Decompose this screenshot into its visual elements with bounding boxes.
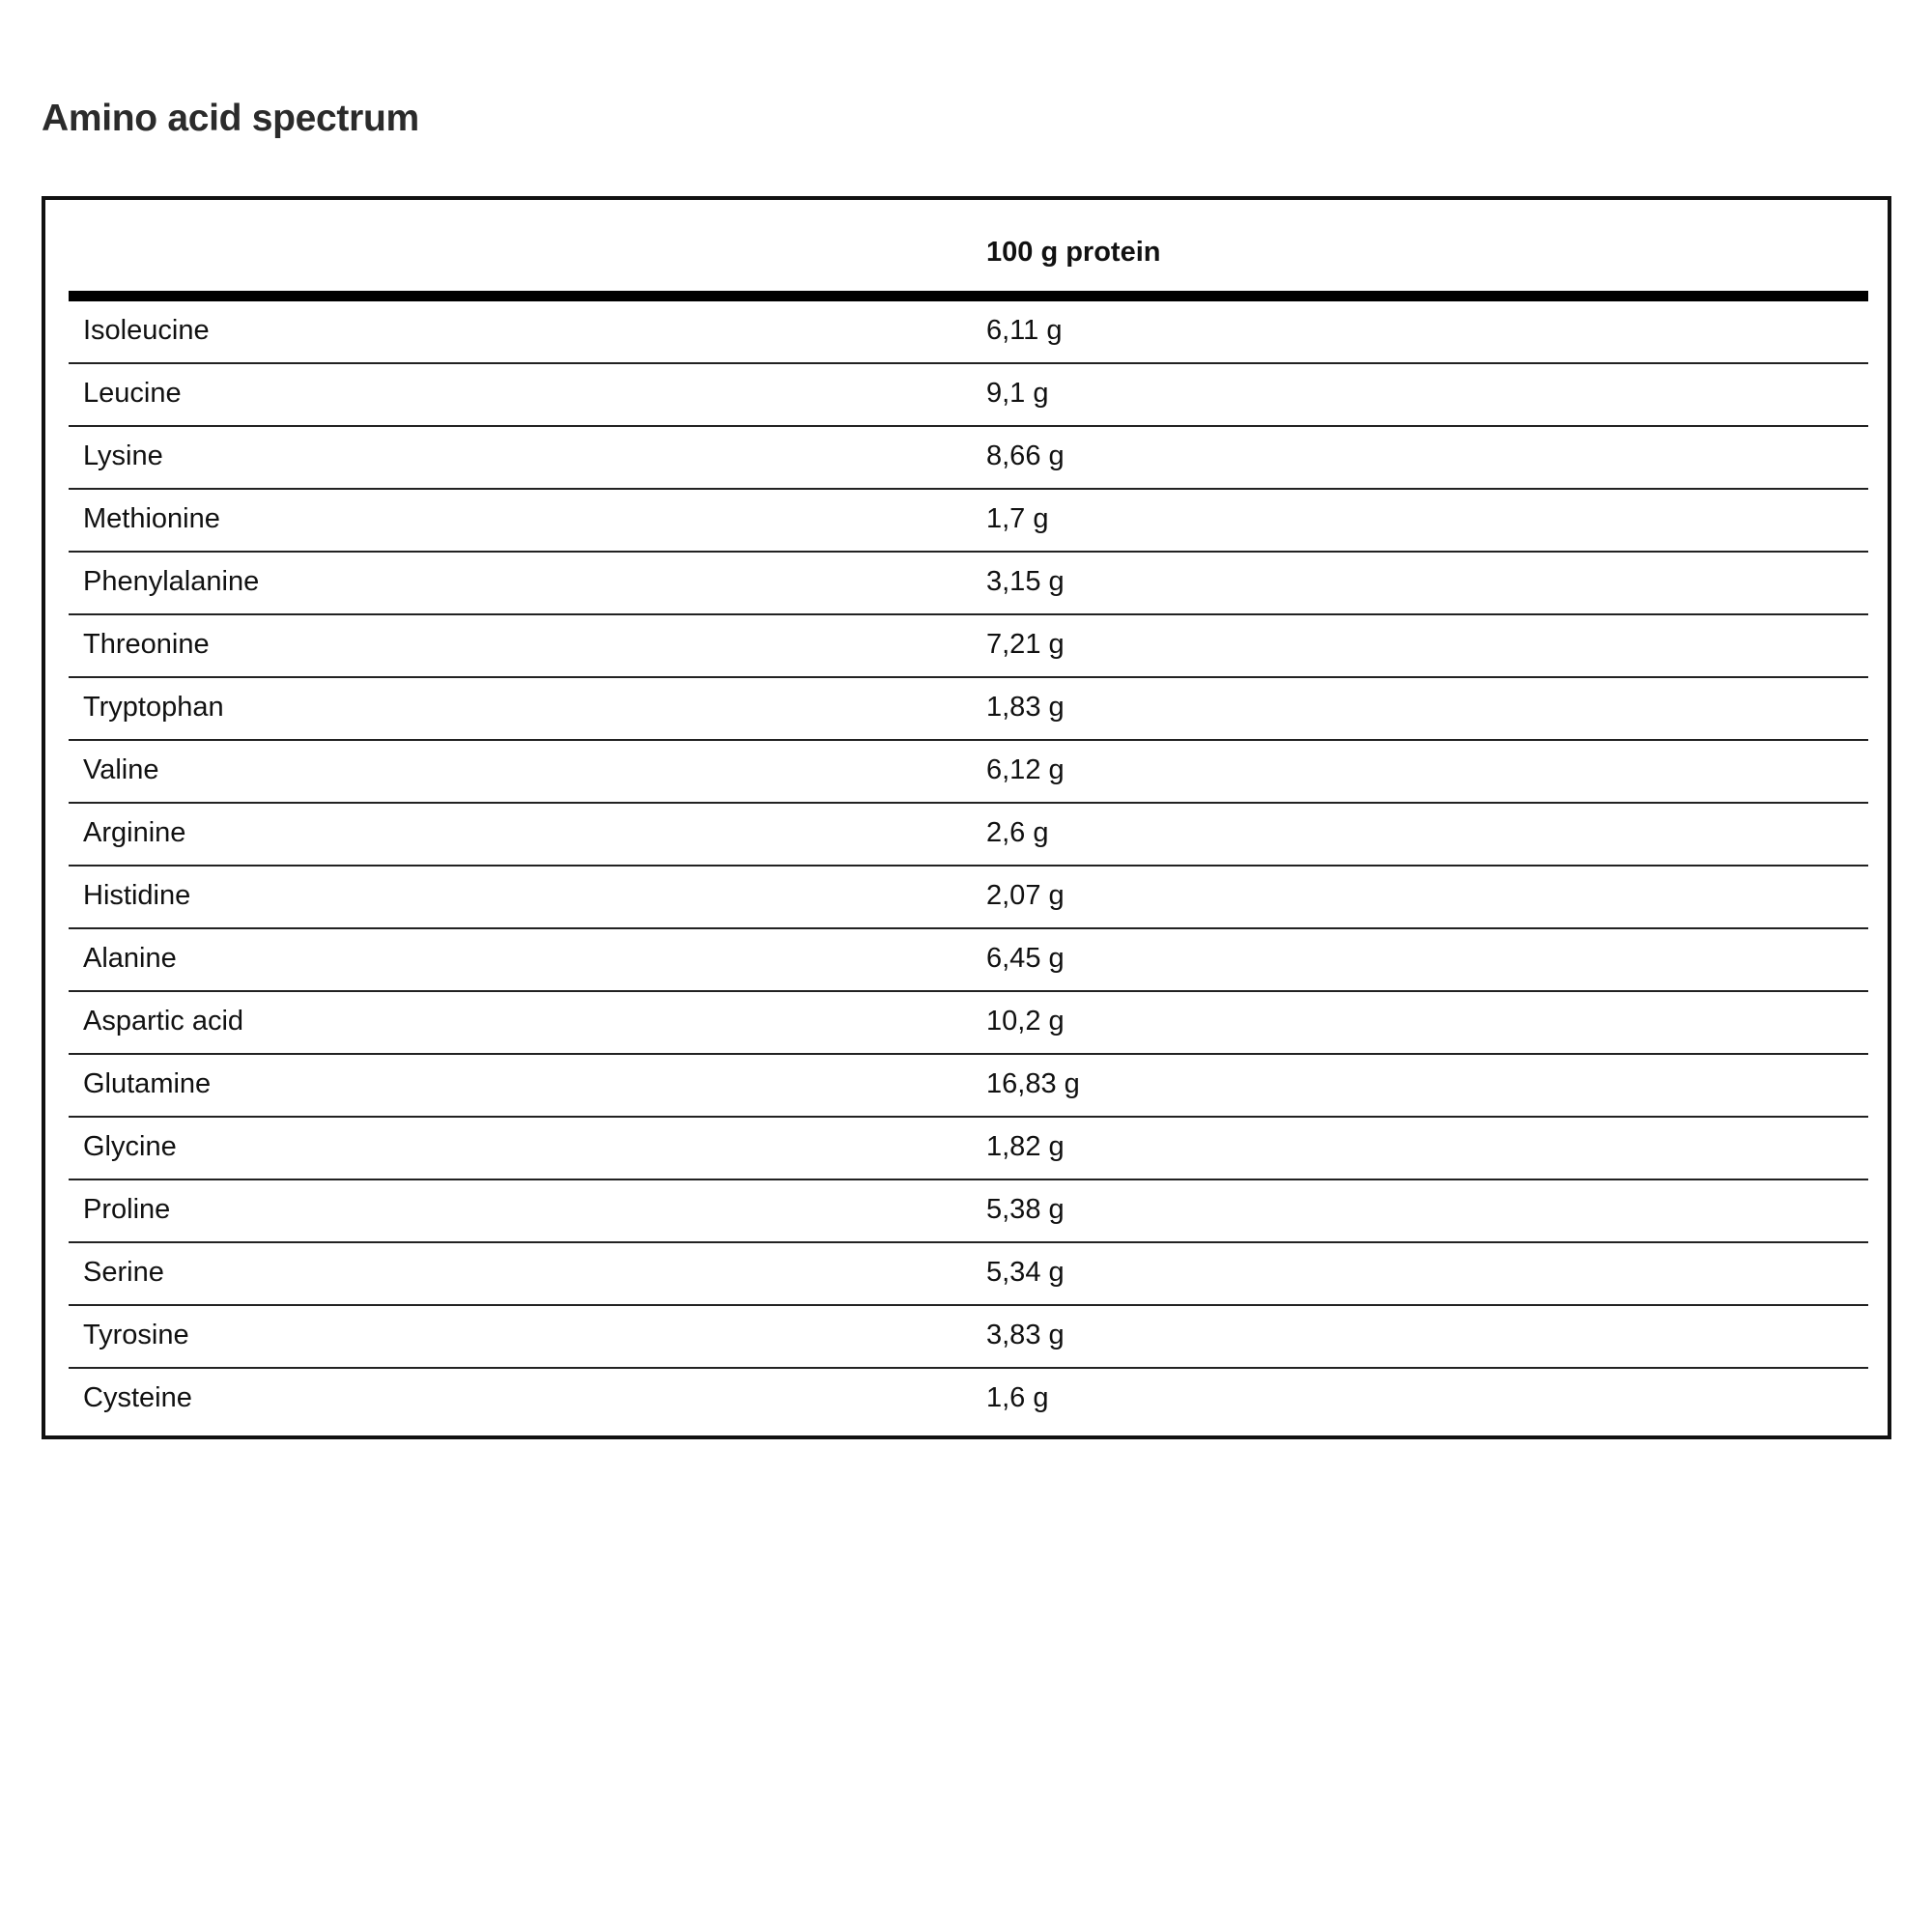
amino-acid-value: 5,34 g (986, 1257, 1065, 1288)
table-body (69, 301, 1868, 1430)
amino-acid-name: Proline (83, 1194, 171, 1225)
amino-acid-value: 1,7 g (986, 503, 1049, 534)
table-row (69, 929, 1868, 992)
table-row (69, 804, 1868, 867)
page-title: Amino acid spectrum (42, 98, 419, 139)
amino-acid-name: Glutamine (83, 1068, 212, 1099)
amino-acid-name: Lysine (83, 440, 163, 471)
amino-acid-name: Glycine (83, 1131, 177, 1162)
amino-acid-value: 1,82 g (986, 1131, 1065, 1162)
table-row (69, 1180, 1868, 1243)
amino-acid-value: 5,38 g (986, 1194, 1065, 1225)
column-header: 100 g protein (986, 237, 1161, 268)
amino-acid-value: 2,6 g (986, 817, 1049, 848)
table-row (69, 427, 1868, 490)
table-row (69, 1118, 1868, 1180)
amino-acid-value: 1,6 g (986, 1382, 1049, 1413)
amino-acid-name: Alanine (83, 943, 177, 974)
amino-acid-value: 7,21 g (986, 629, 1065, 660)
table-row (69, 992, 1868, 1055)
amino-acid-value: 10,2 g (986, 1006, 1065, 1037)
amino-acid-name: Threonine (83, 629, 210, 660)
table-row (69, 678, 1868, 741)
amino-acid-value: 6,45 g (986, 943, 1065, 974)
table-row (69, 364, 1868, 427)
amino-acid-name: Serine (83, 1257, 164, 1288)
table-row (69, 741, 1868, 804)
amino-acid-value: 3,15 g (986, 566, 1065, 597)
amino-acid-name: Tyrosine (83, 1320, 189, 1350)
amino-acid-name: Cysteine (83, 1382, 192, 1413)
table-row (69, 615, 1868, 678)
amino-acid-value: 16,83 g (986, 1068, 1080, 1099)
table-row (69, 1306, 1868, 1369)
table-row (69, 1243, 1868, 1306)
table-header-row (69, 200, 1868, 301)
amino-acid-value: 6,12 g (986, 754, 1065, 785)
amino-acid-name: Aspartic acid (83, 1006, 244, 1037)
amino-acid-value: 8,66 g (986, 440, 1065, 471)
amino-acid-name: Histidine (83, 880, 191, 911)
amino-acid-name: Isoleucine (83, 315, 210, 346)
table-row (69, 490, 1868, 553)
amino-acid-name: Methionine (83, 503, 220, 534)
amino-acid-value: 9,1 g (986, 378, 1049, 409)
amino-acid-name: Arginine (83, 817, 186, 848)
amino-acid-name: Valine (83, 754, 159, 785)
table-row (69, 553, 1868, 615)
amino-acid-table (42, 196, 1891, 1439)
table-row (69, 301, 1868, 364)
amino-acid-value: 6,11 g (986, 315, 1063, 346)
amino-acid-value: 1,83 g (986, 692, 1065, 723)
amino-acid-name: Phenylalanine (83, 566, 260, 597)
table-row (69, 1055, 1868, 1118)
table-row (69, 867, 1868, 929)
amino-acid-name: Leucine (83, 378, 182, 409)
amino-acid-value: 2,07 g (986, 880, 1065, 911)
table-row (69, 1369, 1868, 1430)
amino-acid-value: 3,83 g (986, 1320, 1065, 1350)
amino-acid-name: Tryptophan (83, 692, 224, 723)
